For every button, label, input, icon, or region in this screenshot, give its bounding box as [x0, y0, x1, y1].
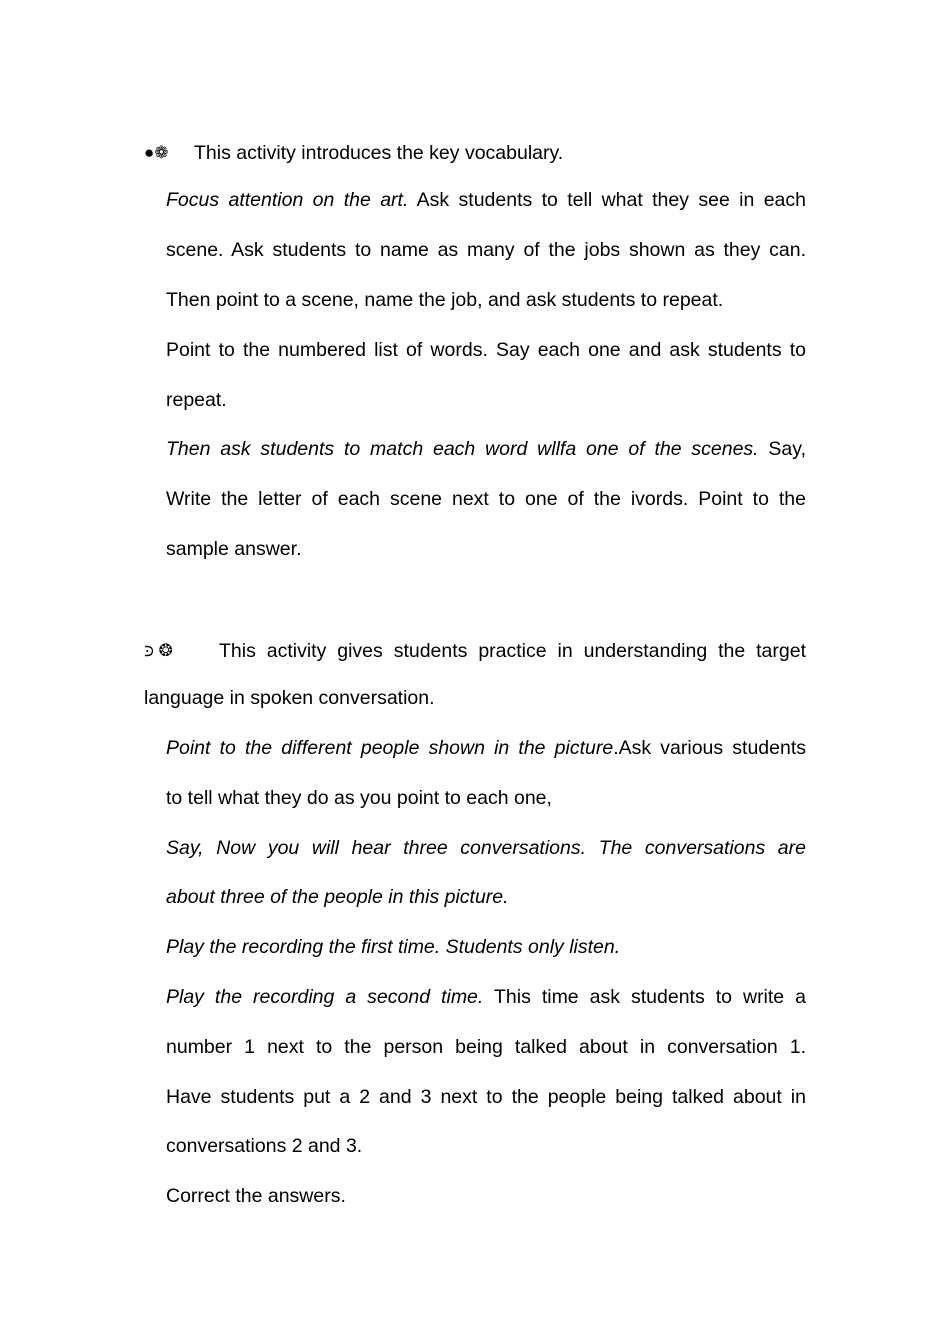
paragraph-line: Play the recording the first time. Students only listen. [166, 936, 621, 958]
paragraph-line: Have students put a 2 and 3 next to the people being talked about in [166, 1086, 806, 1108]
paragraph-line: to tell what they do as you point to each one, [166, 787, 552, 809]
section1-intro: This activity introduces the key vocabulary. [194, 142, 564, 164]
paragraph-line: Point to the different people shown in the picture.Ask various students [166, 737, 806, 759]
paragraph-line: Then ask students to match each word wllfa one of the scenes. Say, [166, 438, 806, 460]
paragraph-line: conversations 2 and 3. [166, 1135, 363, 1157]
paragraph-line: Focus attention on the art. Ask students to tell what they see in each [166, 189, 806, 211]
section1-markers: ●❁ [144, 143, 169, 162]
paragraph-line: Correct the answers. [166, 1185, 346, 1207]
paragraph-line: Play the recording a second time. This time ask students to write a [166, 986, 806, 1008]
paragraph-line: Write the letter of each scene next to one of the ivords. Point to the [166, 488, 806, 510]
paragraph-line: about three of the people in this picture. [166, 886, 509, 908]
section2-intro-continued: language in spoken conversation. [144, 687, 435, 709]
paragraph-line: Then point to a scene, name the job, and ask students to repeat. [166, 289, 724, 311]
paragraph-line: repeat. [166, 389, 227, 411]
section2-intro: This activity gives students practice in understanding the target [219, 640, 806, 662]
paragraph-line: Point to the numbered list of words. Say each one and ask students to [166, 339, 806, 361]
section2-markers: ⪾ ❂ [144, 641, 173, 660]
paragraph-line: sample answer. [166, 538, 302, 560]
paragraph-line: Say, Now you will hear three conversations. The conversations are [166, 837, 806, 859]
paragraph-line: scene. Ask students to name as many of the jobs shown as they can. [166, 239, 806, 261]
paragraph-line: number 1 next to the person being talked about in conversation 1. [166, 1036, 806, 1058]
